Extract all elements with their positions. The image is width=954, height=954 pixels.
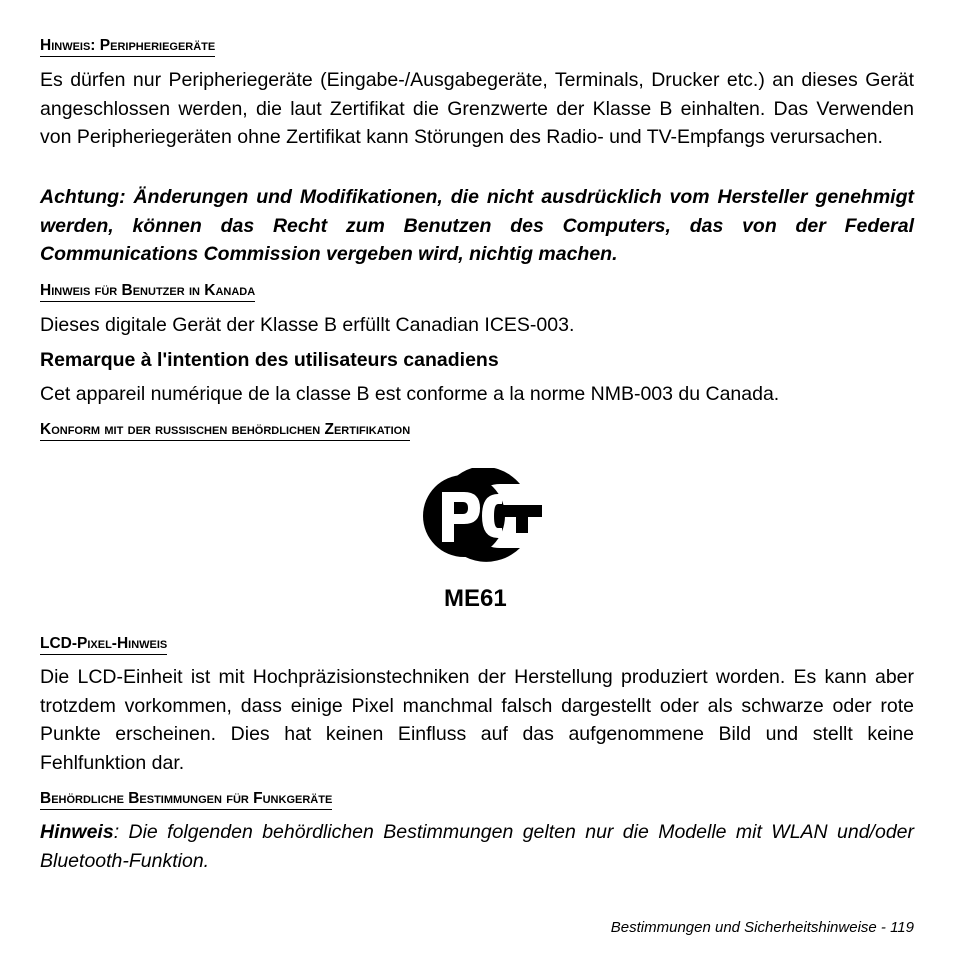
heading-russia: Konform mit der russischen behördlichen Zertifikation xyxy=(40,421,410,441)
heading-radio: Behördliche Bestimmungen für Funkgeräte xyxy=(40,790,332,810)
radio-note-text: : Die folgenden behördlichen Bestimmungen gelten nur die Modelle mit WLAN und/oder Bluetooth-Funktion. xyxy=(40,821,914,872)
heading-peripherals: Hinweis: Peripheriegeräte xyxy=(40,37,215,57)
peripherals-warning: Achtung: Änderungen und Modifikationen, die nicht ausdrücklich vom Hersteller genehmigt werden, können das Recht zum Benutzen des Computers, das von der Federal Communications Commission vergeben wird, nichtig machen. xyxy=(40,186,914,265)
canada-french-heading: Remarque à l'intention des utilisateurs canadiens xyxy=(40,349,499,371)
heading-lcd: LCD-Pixel-Hinweis xyxy=(40,635,167,655)
radio-note xyxy=(40,818,914,875)
page-footer: Bestimmungen und Sicherheitshinweise - 119 xyxy=(610,919,914,936)
model-number: ME61 xyxy=(444,585,507,612)
radio-note-label: Hinweis xyxy=(40,821,114,843)
peripherals-body: Es dürfen nur Peripheriegeräte (Eingabe-/Ausgabegeräte, Terminals, Drucker etc.) an dieses Gerät angeschlossen werden, die laut Zertifikat die Grenzwerte der Klasse B einhalten. Das Verwenden von Peripheriegeräten ohne Zertifikat kann Störungen des Radio- und TV-Empfangs verursachen. xyxy=(40,69,914,148)
heading-canada: Hinweis für Benutzer in Kanada xyxy=(40,282,255,302)
canada-body: Dieses digitale Gerät der Klasse B erfüllt Canadian ICES-003. xyxy=(40,314,575,336)
lcd-body: Die LCD-Einheit ist mit Hochpräzisionstechniken der Herstellung produziert worden. Es kann aber trotzdem vorkommen, dass einige Pixel manchmal falsch dargestellt oder als schwarze oder rote Punkte erscheinen. Dies hat keinen Einfluss auf das aufgenommene Bild und stellt keine Fehlfunktion dar. xyxy=(40,666,914,774)
canada-french-body: Cet appareil numérique de la classe B est conforme a la norme NMB-003 du Canada. xyxy=(40,383,780,405)
pct-certification-logo-icon xyxy=(418,468,542,564)
